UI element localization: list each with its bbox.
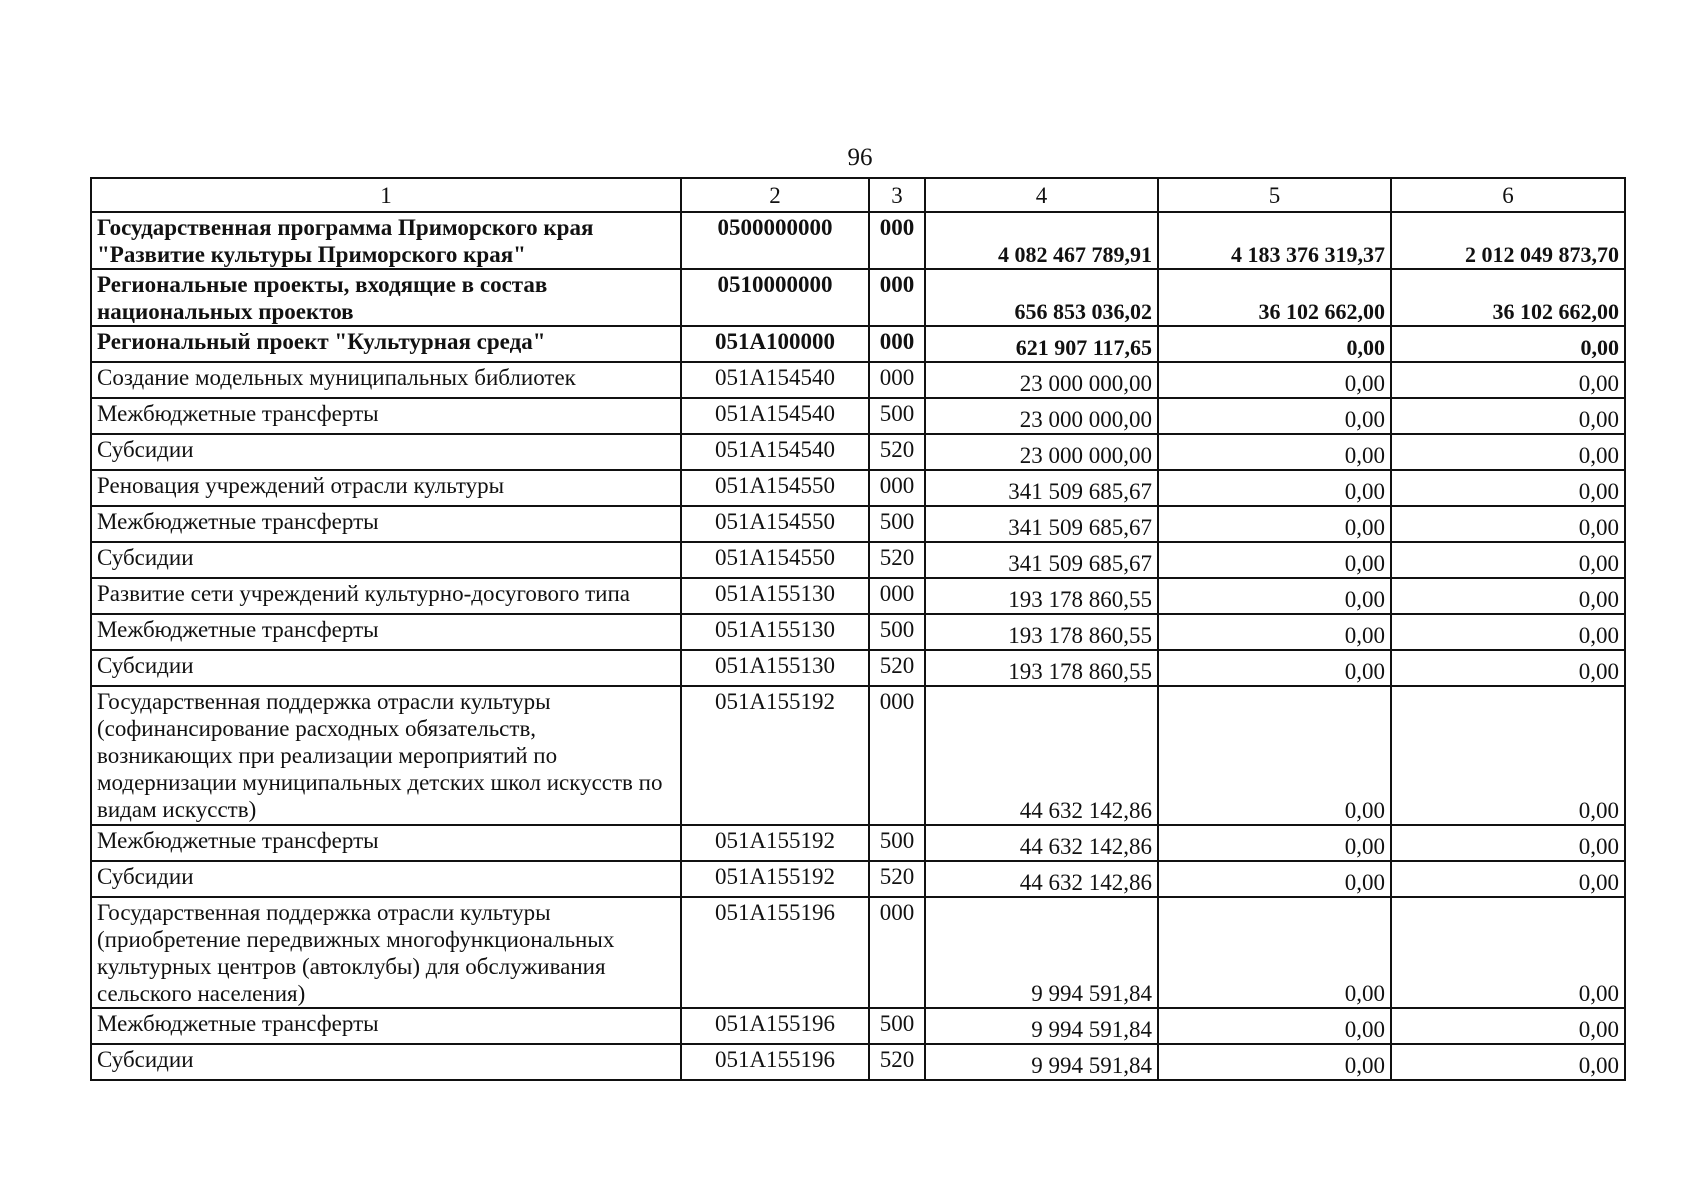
row-value-col6: 0,00 — [1391, 326, 1625, 362]
row-value-col5: 0,00 — [1158, 650, 1391, 686]
row-type-cell: 520 — [869, 650, 925, 686]
row-name-cell: Межбюджетные трансферты — [91, 614, 681, 650]
row-value-col6: 0,00 — [1391, 506, 1625, 542]
row-value-col6: 0,00 — [1391, 398, 1625, 434]
row-value-col6: 0,00 — [1391, 434, 1625, 470]
row-name-cell: Межбюджетные трансферты — [91, 1008, 681, 1044]
row-value-col4: 23 000 000,00 — [925, 362, 1158, 398]
table-row — [91, 825, 1625, 861]
row-type-cell: 000 — [869, 212, 925, 269]
row-code-cell: 0500000000 — [681, 212, 869, 269]
table-row — [91, 686, 1625, 825]
row-name-cell: Субсидии — [91, 542, 681, 578]
table-header-row — [91, 178, 1625, 212]
row-name-cell: Создание модельных муниципальных библиотек — [91, 362, 681, 398]
row-name-cell: Субсидии — [91, 650, 681, 686]
header-cell-1: 1 — [91, 178, 681, 212]
row-code-cell: 051A155196 — [681, 1008, 869, 1044]
table-row — [91, 614, 1625, 650]
table-row — [91, 326, 1625, 362]
row-code-cell: 051A154550 — [681, 542, 869, 578]
budget-table — [90, 177, 1626, 1081]
row-name-cell: Государственная программа Приморского края "Развитие культуры Приморского края" — [91, 212, 681, 269]
row-value-col6: 0,00 — [1391, 686, 1625, 825]
row-value-col5: 0,00 — [1158, 825, 1391, 861]
table-row — [91, 861, 1625, 897]
header-cell-2: 2 — [681, 178, 869, 212]
row-value-col5: 0,00 — [1158, 362, 1391, 398]
row-name-cell: Субсидии — [91, 861, 681, 897]
row-value-col6: 0,00 — [1391, 1044, 1625, 1080]
row-code-cell: 051A155196 — [681, 897, 869, 1008]
row-code-cell: 051A154540 — [681, 398, 869, 434]
table-row — [91, 1044, 1625, 1080]
row-type-cell: 500 — [869, 398, 925, 434]
table-row — [91, 362, 1625, 398]
row-value-col6: 2 012 049 873,70 — [1391, 212, 1625, 269]
row-value-col5: 0,00 — [1158, 434, 1391, 470]
table-row — [91, 650, 1625, 686]
row-code-cell: 051A155192 — [681, 686, 869, 825]
row-value-col6: 0,00 — [1391, 650, 1625, 686]
row-type-cell: 000 — [869, 326, 925, 362]
row-code-cell: 051A155130 — [681, 650, 869, 686]
row-name-cell: Государственная поддержка отрасли культуры (софинансирование расходных обязательств, возникающих при реализации мероприятий по модернизации муниципальных детских школ искусств по видам искусств) — [91, 686, 681, 825]
row-value-col4: 341 509 685,67 — [925, 542, 1158, 578]
row-type-cell: 000 — [869, 470, 925, 506]
row-type-cell: 000 — [869, 686, 925, 825]
row-value-col5: 0,00 — [1158, 506, 1391, 542]
row-value-col5: 0,00 — [1158, 614, 1391, 650]
table-row — [91, 434, 1625, 470]
row-code-cell: 051A100000 — [681, 326, 869, 362]
table-row — [91, 897, 1625, 1008]
row-code-cell: 051A154540 — [681, 362, 869, 398]
row-value-col6: 0,00 — [1391, 897, 1625, 1008]
table-row — [91, 470, 1625, 506]
row-type-cell: 520 — [869, 861, 925, 897]
row-name-cell: Государственная поддержка отрасли культуры (приобретение передвижных многофункциональных культурных центров (автоклубы) для обслуживания сельского населения) — [91, 897, 681, 1008]
table-row — [91, 542, 1625, 578]
header-cell-4: 4 — [925, 178, 1158, 212]
page-number: 96 — [847, 144, 873, 171]
row-value-col4: 621 907 117,65 — [925, 326, 1158, 362]
row-value-col4: 23 000 000,00 — [925, 398, 1158, 434]
row-value-col6: 0,00 — [1391, 578, 1625, 614]
row-value-col6: 0,00 — [1391, 1008, 1625, 1044]
row-value-col4: 44 632 142,86 — [925, 825, 1158, 861]
row-code-cell: 051A155130 — [681, 614, 869, 650]
row-type-cell: 500 — [869, 614, 925, 650]
row-type-cell: 520 — [869, 542, 925, 578]
row-value-col5: 0,00 — [1158, 326, 1391, 362]
table-row — [91, 269, 1625, 326]
row-type-cell: 500 — [869, 1008, 925, 1044]
row-code-cell: 051A155196 — [681, 1044, 869, 1080]
row-value-col6: 0,00 — [1391, 614, 1625, 650]
row-value-col4: 193 178 860,55 — [925, 578, 1158, 614]
row-value-col5: 36 102 662,00 — [1158, 269, 1391, 326]
row-value-col4: 9 994 591,84 — [925, 897, 1158, 1008]
row-value-col5: 0,00 — [1158, 861, 1391, 897]
row-value-col5: 0,00 — [1158, 1008, 1391, 1044]
row-type-cell: 520 — [869, 434, 925, 470]
row-code-cell: 051A154550 — [681, 506, 869, 542]
table-body — [91, 178, 1625, 1080]
header-cell-6: 6 — [1391, 178, 1625, 212]
row-name-cell: Межбюджетные трансферты — [91, 506, 681, 542]
row-value-col4: 193 178 860,55 — [925, 614, 1158, 650]
header-cell-5: 5 — [1158, 178, 1391, 212]
table-row — [91, 212, 1625, 269]
row-value-col4: 341 509 685,67 — [925, 470, 1158, 506]
row-code-cell: 051A154550 — [681, 470, 869, 506]
row-name-cell: Региональный проект "Культурная среда" — [91, 326, 681, 362]
row-code-cell: 0510000000 — [681, 269, 869, 326]
row-type-cell: 000 — [869, 362, 925, 398]
row-value-col4: 656 853 036,02 — [925, 269, 1158, 326]
row-name-cell: Субсидии — [91, 434, 681, 470]
row-value-col6: 0,00 — [1391, 825, 1625, 861]
row-code-cell: 051A155192 — [681, 825, 869, 861]
row-name-cell: Межбюджетные трансферты — [91, 825, 681, 861]
row-value-col4: 23 000 000,00 — [925, 434, 1158, 470]
row-name-cell: Межбюджетные трансферты — [91, 398, 681, 434]
row-type-cell: 500 — [869, 506, 925, 542]
row-value-col4: 4 082 467 789,91 — [925, 212, 1158, 269]
row-name-cell: Реновация учреждений отрасли культуры — [91, 470, 681, 506]
row-value-col4: 341 509 685,67 — [925, 506, 1158, 542]
table-row — [91, 398, 1625, 434]
row-value-col5: 0,00 — [1158, 686, 1391, 825]
row-name-cell: Региональные проекты, входящие в состав национальных проектов — [91, 269, 681, 326]
row-value-col6: 36 102 662,00 — [1391, 269, 1625, 326]
row-value-col4: 9 994 591,84 — [925, 1044, 1158, 1080]
row-value-col4: 9 994 591,84 — [925, 1008, 1158, 1044]
row-type-cell: 000 — [869, 897, 925, 1008]
row-value-col5: 0,00 — [1158, 542, 1391, 578]
row-value-col5: 0,00 — [1158, 1044, 1391, 1080]
row-name-cell: Развитие сети учреждений культурно-досугового типа — [91, 578, 681, 614]
row-type-cell: 000 — [869, 269, 925, 326]
row-value-col6: 0,00 — [1391, 861, 1625, 897]
row-type-cell: 000 — [869, 578, 925, 614]
row-type-cell: 500 — [869, 825, 925, 861]
row-value-col4: 44 632 142,86 — [925, 686, 1158, 825]
row-code-cell: 051A155130 — [681, 578, 869, 614]
row-value-col4: 193 178 860,55 — [925, 650, 1158, 686]
row-code-cell: 051A155192 — [681, 861, 869, 897]
row-value-col5: 4 183 376 319,37 — [1158, 212, 1391, 269]
table-row — [91, 578, 1625, 614]
row-value-col5: 0,00 — [1158, 470, 1391, 506]
row-type-cell: 520 — [869, 1044, 925, 1080]
row-name-cell: Субсидии — [91, 1044, 681, 1080]
row-value-col4: 44 632 142,86 — [925, 861, 1158, 897]
row-value-col5: 0,00 — [1158, 578, 1391, 614]
table-row — [91, 1008, 1625, 1044]
row-value-col5: 0,00 — [1158, 398, 1391, 434]
table-row — [91, 506, 1625, 542]
row-value-col5: 0,00 — [1158, 897, 1391, 1008]
row-value-col6: 0,00 — [1391, 470, 1625, 506]
header-cell-3: 3 — [869, 178, 925, 212]
row-value-col6: 0,00 — [1391, 542, 1625, 578]
row-value-col6: 0,00 — [1391, 362, 1625, 398]
row-code-cell: 051A154540 — [681, 434, 869, 470]
